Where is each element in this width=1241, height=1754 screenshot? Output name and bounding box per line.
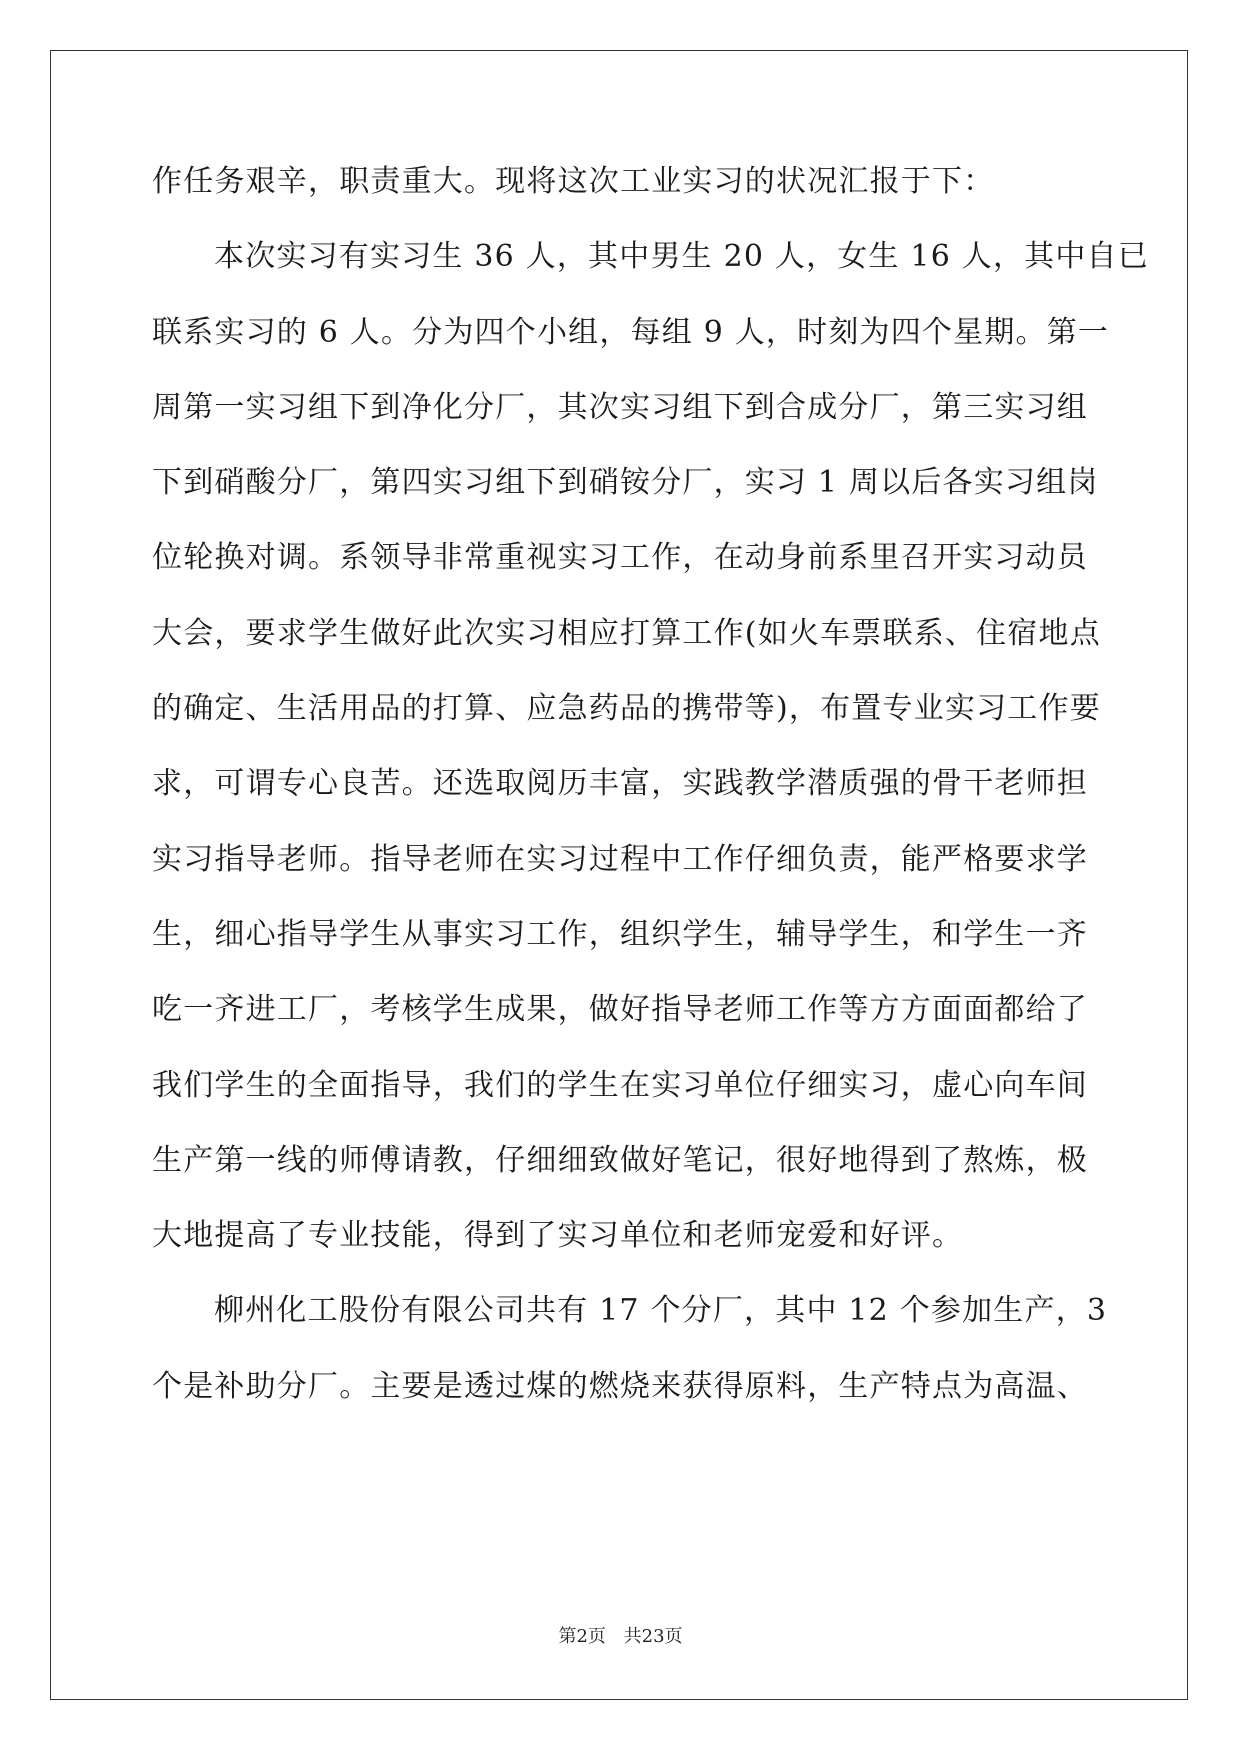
- page-number: 第2页: [558, 1626, 606, 1647]
- page-footer: [0, 1622, 1241, 1648]
- paragraph-start-line: 柳州化工股份有限公司共有 17 个分厂，其中 12 个参加生产，3: [214, 1293, 1108, 1329]
- text-line: 实习指导老师。指导老师在实习过程中工作仔细负责，能严格要求学: [152, 841, 1088, 877]
- text-line: 作任务艰辛，职责重大。现将这次工业实习的状况汇报于下：: [152, 164, 995, 199]
- text-line: 大地提高了专业技能，得到了实习单位和老师宠爱和好评。: [152, 1218, 964, 1254]
- text-line: 大会，要求学生做好此次实习相应打算工作(如火车票联系、住宿地点: [152, 615, 1101, 651]
- document-body: [152, 152, 1149, 1432]
- text-line: 周第一实习组下到净化分厂，其次实习组下到合成分厂，第三实习组: [152, 389, 1088, 425]
- text-line: 联系实习的 6 人。分为四个小组，每组 9 人，时刻为四个星期。第一: [152, 314, 1110, 350]
- text-line: 生产第一线的师傅请教，仔细细致做好笔记，很好地得到了熬炼，极: [152, 1142, 1088, 1178]
- page-total: 共23页: [623, 1626, 683, 1647]
- text-line: 求，可谓专心良苦。还选取阅历丰富，实践教学潜质强的骨干老师担: [152, 766, 1088, 802]
- text-line: 吃一齐进工厂，考核学生成果，做好指导老师工作等方方面面都给了: [152, 992, 1088, 1028]
- text-line: 我们学生的全面指导，我们的学生在实习单位仔细实习，虚心向车间: [152, 1067, 1088, 1103]
- text-line: 生，细心指导学生从事实习工作，组织学生，辅导学生，和学生一齐: [152, 916, 1088, 952]
- paragraph-start-line: 本次实习有实习生 36 人，其中男生 20 人，女生 16 人，其中自已: [214, 239, 1149, 275]
- text-line: 位轮换对调。系领导非常重视实习工作，在动身前系里召开实习动员: [152, 540, 1088, 576]
- text-line: 的确定、生活用品的打算、应急药品的携带等)，布置专业实习工作要: [152, 691, 1101, 727]
- text-line: 个是补助分厂。主要是透过煤的燃烧来获得原料，生产特点为高温、: [152, 1368, 1088, 1404]
- text-line: 下到硝酸分厂，第四实习组下到硝铵分厂，实习 1 周以后各实习组岗: [152, 465, 1099, 501]
